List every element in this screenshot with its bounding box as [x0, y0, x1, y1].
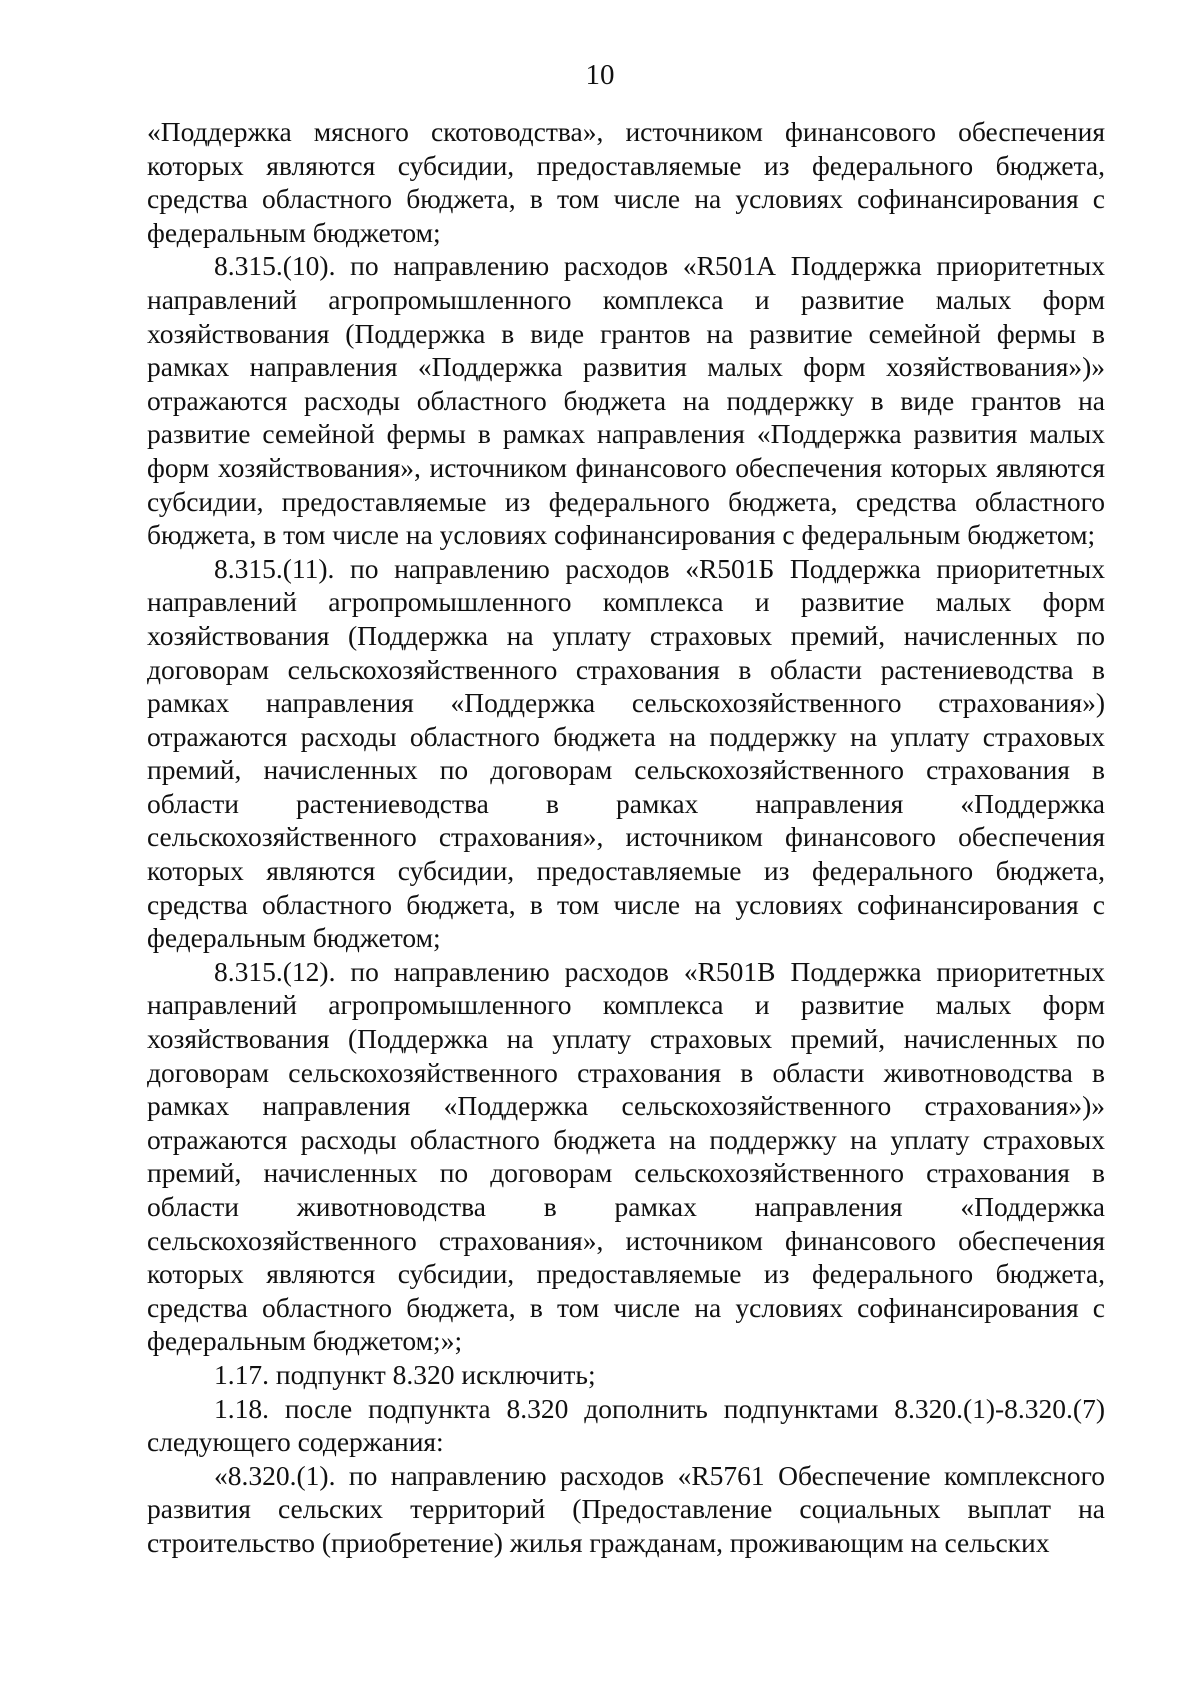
paragraph-1-17: 1.17. подпункт 8.320 исключить; [214, 1358, 596, 1390]
document-body [147, 115, 1105, 1560]
paragraph-8-315-11: 8.315.(11). по направлению расходов «R501Б Поддержка приоритетных направлений агропромышленного комплекса и развитие малых форм хозяйствования (Поддержка на уплату страховых премий, начисленных по договорам сельскохозяйственного страхования в области растениеводства в рамках направления «Поддержка сельскохозяйственного страхования») отражаются расходы областного бюджета на поддержку на уплату страховых премий, начисленных по договорам сельскохозяйственного страхования в области растениеводства в рамках направления «Поддержка сельскохозяйственного страхования», источником финансового обеспечения которых являются субсидии, предоставляемые из федерального бюджета, средства областного бюджета, в том числе на условиях софинансирования с федеральным бюджетом; [147, 552, 1105, 954]
paragraph-8-320-1: «8.320.(1). по направлению расходов «R5761 Обеспечение комплексного развития сельских территорий (Предоставление социальных выплат на строительство (приобретение) жилья гражданам, проживающим на сельских [147, 1459, 1105, 1558]
paragraph-continuation: «Поддержка мясного скотоводства», источником финансового обеспечения которых являются субсидии, предоставляемые из федерального бюджета, средства областного бюджета, в том числе на условиях софинансирования с федеральным бюджетом; [147, 116, 1105, 248]
paragraph-8-315-10: 8.315.(10). по направлению расходов «R501А Поддержка приоритетных направлений агропромышленного комплекса и развитие малых форм хозяйствования (Поддержка в виде грантов на развитие семейной фермы в рамках направления «Поддержка развития малых форм хозяйствования»)» отражаются расходы областного бюджета на поддержку в виде грантов на развитие семейной фермы в рамках направления «Поддержка развития малых форм хозяйствования», источником финансового обеспечения которых являются субсидии, предоставляемые из федерального бюджета, средства областного бюджета, в том числе на условиях софинансирования с федеральным бюджетом; [147, 250, 1105, 551]
paragraph-8-315-12: 8.315.(12). по направлению расходов «R501В Поддержка приоритетных направлений агропромышленного комплекса и развитие малых форм хозяйствования (Поддержка на уплату страховых премий, начисленных по договорам сельскохозяйственного страхования в области животноводства в рамках направления «Поддержка сельскохозяйственного страхования»)» отражаются расходы областного бюджета на поддержку на уплату страховых премий, начисленных по договорам сельскохозяйственного страхования в области животноводства в рамках направления «Поддержка сельскохозяйственного страхования», источником финансового обеспечения которых являются субсидии, предоставляемые из федерального бюджета, средства областного бюджета, в том числе на условиях софинансирования с федеральным бюджетом;»; [147, 955, 1105, 1357]
paragraph-1-18: 1.18. после подпункта 8.320 дополнить подпунктами 8.320.(1)-8.320.(7) следующего содержания: [147, 1392, 1105, 1458]
page-number: 10 [585, 59, 615, 91]
